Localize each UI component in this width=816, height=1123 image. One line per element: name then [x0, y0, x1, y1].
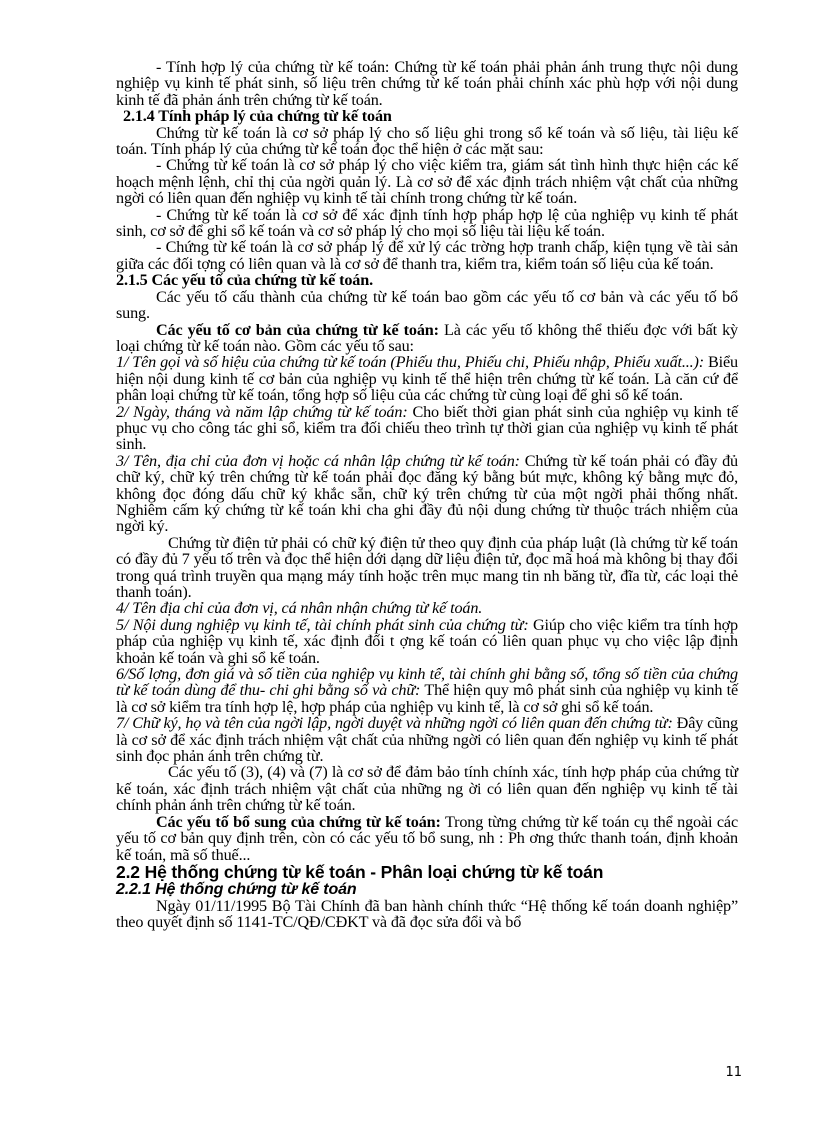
- page-content: [116, 59, 738, 931]
- section-heading-2-1-4: 2.1.4 Tính pháp lý của chứng từ kế toán: [123, 107, 392, 126]
- element-item-7: [116, 715, 738, 764]
- element-item-1: [116, 354, 738, 403]
- paragraph-legal-basis: Chứng từ kế toán là cơ sở pháp lý cho số liệu ghi trong sổ kế toán và số liệu, tài liệu kế toán. Tính pháp lý của chứng từ kế toán đọc thể hiện ở các mặt sau:: [116, 123, 738, 159]
- bullet-inspection-basis: - Chứng từ kế toán là cơ sở pháp lý cho việc kiểm tra, giám sát tình hình thực hiện các kế hoạch mệnh lệnh, chỉ thị của ngời quản lý. Là cơ sở để xác định trách nhiệm vật chất của những ngời có liên quan đến nghiệp vụ kinh tế tài chính trong chứng từ kế toán.: [116, 156, 738, 208]
- element-item-1-label: 1/ Tên gọi và số hiệu của chứng từ kế toán (Phiếu thu, Phiếu chi, Phiếu nhập, Phiếu xuất...):: [116, 353, 705, 372]
- paragraph-elements-intro: Các yếu tố cấu thành của chứng từ kế toán bao gồm các yếu tố cơ bản và các yếu tố bổ sung.: [116, 287, 738, 323]
- element-item-6-text: Thể hiện quy mô phát sinh của nghiệp vụ kinh tế là cơ sở kiểm tra tính hợp lệ, hợp pháp của nghiệp vụ kinh tế, là cơ sở ghi sổ kế toán.: [116, 681, 738, 716]
- element-item-7-label: 7/ Chữ ký, họ và tên của ngời lập, ngời duyệt và những ngời có liên quan đến chứng từ:: [116, 714, 673, 733]
- element-item-1-text: Biểu hiện nội dung kinh tế cơ bản của nghiệp vụ kinh tế thể hiện trên chứng từ kế toán. Là căn cứ để phân loại chứng từ kế toán, tổng hợp số liệu của các chứng từ cùng loại để ghi sổ kế toán.: [116, 353, 738, 405]
- element-item-4: 4/ Tên địa chỉ của đơn vị, cá nhân nhận chứng từ kế toán.: [116, 599, 483, 618]
- page-number: 11: [725, 1065, 742, 1080]
- supplementary-elements-text: Trong từng chứng từ kế toán cụ thể ngoài các yếu tố cơ bản quy định trên, còn có các yếu tố bổ sung, nh : Ph ơng thức thanh toán, định khoản kế toán, mã số thuế...: [116, 812, 738, 864]
- paragraph-basic-elements: [116, 322, 738, 355]
- supplementary-elements-label: Các yếu tố bổ sung của chứng từ kế toán:: [156, 812, 441, 831]
- element-item-5: [116, 617, 738, 666]
- element-item-5-text: Giúp cho việc kiểm tra tính hợp pháp của nghiệp vụ kinh tế, xác định đối t ợng kế toán có liên quan phục vụ cho việc lập định khoản kế toán và ghi sổ kế toán.: [116, 615, 738, 667]
- section-heading-2-2: 2.2 Hệ thống chứng từ kế toán - Phân loại chứng từ kế toán: [116, 861, 604, 882]
- bullet-validity-basis: - Chứng từ kế toán là cơ sở để xác định tính hợp pháp hợp lệ của nghiệp vụ kinh tế phát sinh, cơ sở để ghi sổ kế toán và cơ sở pháp lý cho mọi số liệu tài liệu kế toán.: [116, 205, 738, 241]
- element-item-2: [116, 404, 738, 453]
- paragraph-elements-3-4-7: Các yếu tố (3), (4) và (7) là cơ sở để đảm bảo tính chính xác, tính hợp pháp của chứng từ kế toán, xác định trách nhiệm vật chất của những ng ời có liên quan đến nghiệp vụ kinh tế tài chính phản ánh trên chứng từ kế toán.: [116, 763, 738, 815]
- basic-elements-label: Các yếu tố cơ bản của chứng từ kế toán:: [156, 320, 439, 339]
- element-item-7-text: Đây cũng là cơ sở để xác định trách nhiệm vật chất của những ngời có liên quan đến nghiệp vụ kinh tế phát sinh đọc phản ánh trên chứng từ.: [116, 714, 738, 766]
- basic-elements-text: Là các yếu tố không thể thiếu đợc với bất kỳ loại chứng từ kế toán nào. Gồm các yếu tố sau:: [116, 320, 738, 355]
- paragraph-supplementary-elements: [116, 814, 738, 863]
- element-item-6: [116, 666, 738, 715]
- element-item-3-text: Chứng từ kế toán phải có đầy đủ chữ ký, chữ ký trên chứng từ kế toán phải đọc đăng ký bằng bút mực, không ký bằng mực đỏ, không đọc đóng dấu chữ ký khắc sẵn, chữ ký trên chứng từ của một ngời phải thống nhất. Nghiêm cấm ký chứng từ kế toán khi cha ghi đầy đủ nội dung chứng từ thuộc trách nhiệm của ngời ký.: [116, 451, 739, 536]
- paragraph-system-decision: Ngày 01/11/1995 Bộ Tài Chính đã ban hành chính thức “Hệ thống kế toán doanh nghiệp” theo quyết định số 1141-TC/QĐ/CĐKT và đã đọc sửa đổi và bổ: [116, 896, 738, 932]
- paragraph-electronic-documents: Chứng từ điện tử phải có chữ ký điện tử theo quy định của pháp luật (là chứng từ kế toán có đầy đủ 7 yếu tố trên và đọc thể hiện dới dạng dữ liệu điện tử, đọc mã hoá mà không bị thay đổi trong quá trình truyền qua mạng máy tính hoặc trên mục mang tin nh băng từ, đĩa từ, các loại thẻ thanh toán).: [116, 533, 738, 601]
- element-item-3: [116, 453, 738, 535]
- element-item-2-label: 2/ Ngày, tháng và năm lập chứng từ kế toán:: [116, 402, 408, 421]
- element-item-5-label: 5/ Nội dung nghiệp vụ kinh tế, tài chính phát sinh của chứng từ:: [116, 615, 529, 634]
- section-heading-2-2-1: 2.2.1 Hệ thống chứng từ kế toán: [116, 880, 357, 898]
- bullet-dispute-basis: - Chứng từ kế toán là cơ sở pháp lý để xử lý các trờng hợp tranh chấp, kiện tụng về tài sản giữa các đối tợng có liên quan và là cơ sở để thanh tra, kiểm tra, kiểm toán số liệu của kế toán.: [116, 238, 738, 273]
- element-item-6-label: 6/Số lợng, đơn giá và số tiền của nghiệp vụ kinh tế, tài chính ghi bằng số, tổng số tiền của chứng từ kế toán dùng để thu- chi ghi bằng số và chữ:: [116, 665, 738, 700]
- element-item-3-label: 3/ Tên, địa chỉ của đơn vị hoặc cá nhân lập chứng từ kế toán:: [116, 451, 520, 470]
- paragraph-legality-reasonableness: - Tính hợp lý của chứng từ kế toán: Chứng từ kế toán phải phản ánh trung thực nội dung nghiệp vụ kinh tế phát sinh, số liệu trên chứng từ kế toán phải chính xác phù hợp với nội dung kinh tế đã phản ánh trên chứng từ kế toán.: [116, 58, 738, 109]
- section-heading-2-1-5: 2.1.5 Các yếu tố của chứng từ kế toán.: [116, 271, 373, 290]
- element-item-2-text: Cho biết thời gian phát sinh của nghiệp vụ kinh tế phục vụ cho công tác ghi sổ, kiểm tra đối chiếu theo trình tự thời gian của nghiệp vụ kinh tế phát sinh.: [116, 402, 738, 454]
